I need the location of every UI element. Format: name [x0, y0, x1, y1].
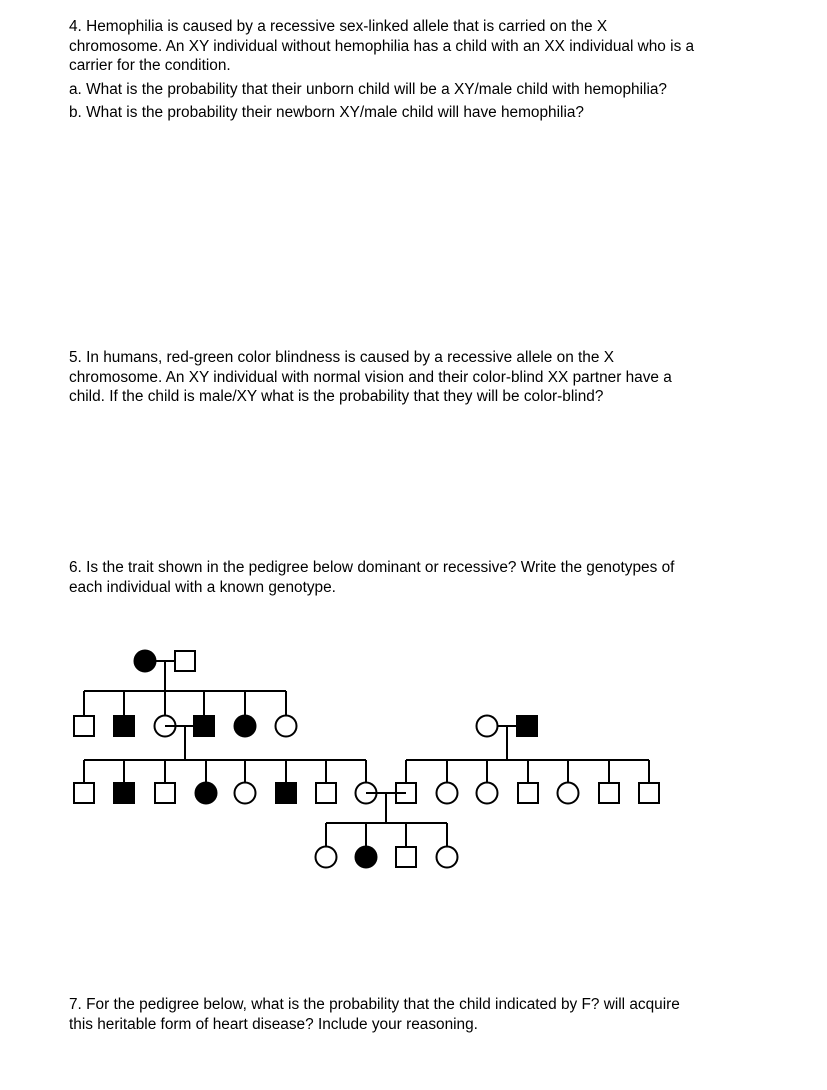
gen3-person-14-male-unaffected: [599, 783, 619, 803]
gen3-person-7-male-unaffected: [316, 783, 336, 803]
gen4-person-4-female-unaffected: [437, 847, 458, 868]
question-6-line-2: each individual with a known genotype.: [69, 578, 336, 596]
question-5-line-2: chromosome. An XY individual with normal vision and their color-blind XX partner have a: [69, 368, 672, 386]
gen4-person-1-female-unaffected: [316, 847, 337, 868]
question-5-line-3: child. If the child is male/XY what is the probability that they will be color-blind?: [69, 388, 604, 405]
question-4-line-3: carrier for the condition.: [69, 57, 231, 74]
gen3-person-4-female-affected: [196, 783, 217, 804]
gen1-person-2-male-unaffected: [175, 651, 195, 671]
question-4b: b. What is the probability their newborn XY/male child will have hemophilia?: [69, 104, 584, 121]
gen3-person-10-female-unaffected: [437, 783, 458, 804]
gen3-person-5-female-unaffected: [235, 783, 256, 804]
question-6-line-1: 6. Is the trait shown in the pedigree below dominant or recessive? Write the genotypes of: [69, 559, 675, 576]
gen3-person-13-female-unaffected: [558, 783, 579, 804]
gen3-person-3-male-unaffected: [155, 783, 175, 803]
question-7-line-2: this heritable form of heart disease? Include your reasoning.: [69, 1015, 478, 1033]
gen2-person-1-male-unaffected: [74, 716, 94, 736]
question-7-line-1: 7. For the pedigree below, what is the probability that the child indicated by F? will acquire: [69, 996, 680, 1013]
gen4-person-2-female-affected: [356, 847, 377, 868]
gen2-family2-parent-2-male-affected: [517, 716, 537, 736]
gen3-person-15-male-unaffected: [639, 783, 659, 803]
question-4-line-1: 4. Hemophilia is caused by a recessive sex-linked allele that is carried on the X: [69, 18, 608, 35]
question-5-line-1: 5. In humans, red-green color blindness is caused by a recessive allele on the X: [69, 349, 614, 366]
gen3-person-12-male-unaffected: [518, 783, 538, 803]
gen3-person-11-female-unaffected: [477, 783, 498, 804]
question-7-text: [69, 995, 759, 1034]
gen1-person-1-female-affected: [135, 651, 156, 672]
gen4-person-3-male-unaffected: [396, 847, 416, 867]
gen2-family2-parent-1-female-unaffected: [477, 716, 498, 737]
gen3-person-6-male-affected: [276, 783, 296, 803]
gen2-person-6-female-unaffected: [276, 716, 297, 737]
question-4a: a. What is the probability that their unborn child will be a XY/male child with hemophilia?: [69, 81, 667, 98]
question-4-line-2: chromosome. An XY individual without hemophilia has a child with an XX individual who is a: [69, 37, 695, 55]
gen3-person-2-male-affected: [114, 783, 134, 803]
gen3-person-1-male-unaffected: [74, 783, 94, 803]
gen2-person-5-female-affected: [235, 716, 256, 737]
gen2-person-2-male-affected: [114, 716, 134, 736]
